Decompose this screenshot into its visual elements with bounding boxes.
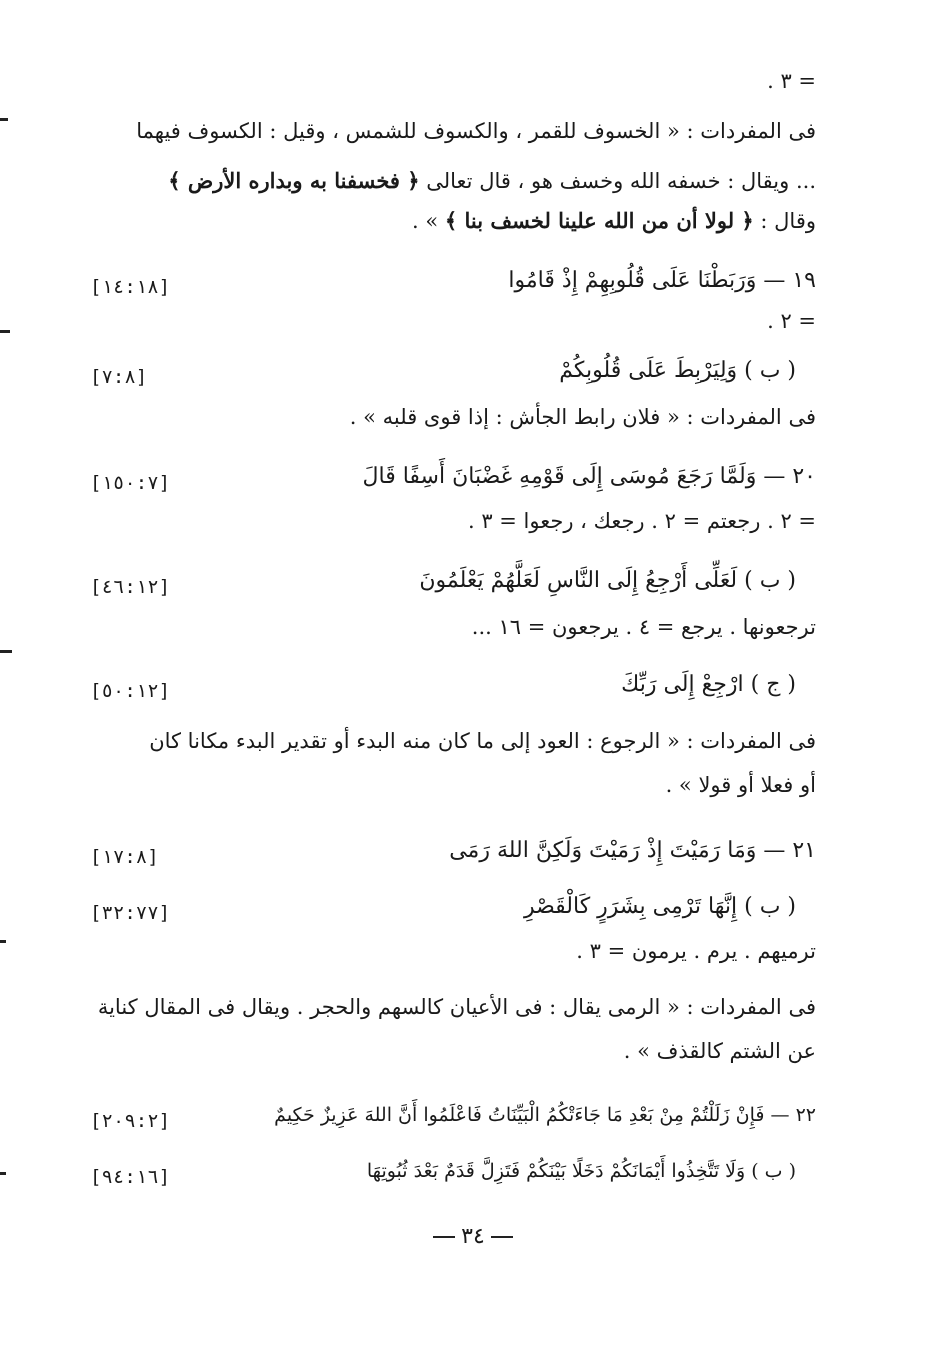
quran-quote: ﴿ لولا أن من الله علينا لخسف بنا ﴾ <box>444 208 754 233</box>
text-line: فى المفردات : « الرجوع : العود إلى ما كان منه البدء أو تقدير البدء مكانا كان <box>149 729 816 753</box>
verse-line: ١٩ — وَرَبَطْنَا عَلَى قُلُوبِهِمْ إِذْ قَامُوا <box>508 268 816 293</box>
verse-reference: [٤٦:١٢] <box>90 576 171 598</box>
text-segment: ... ويقال : خسفه الله وخسف هو ، قال تعالى <box>419 169 816 193</box>
verse-line: ٢٠ — وَلَمَّا رَجَعَ مُوسَى إِلَى قَوْمِهِ غَضْبَانَ أَسِفًا قَالَ <box>362 464 816 489</box>
text-line <box>168 166 816 196</box>
text-line: أو فعلا أو قولا » . <box>665 773 816 797</box>
dash-icon <box>433 1236 455 1238</box>
verse-line: ٢٢ — فَإِنْ زَلَلْتُمْ مِنْ بَعْدِ مَا جَاءَتْكُمُ الْبَيِّنَاتُ فَاعْلَمُوا أَنَّ اللهَ عَزِيزٌ حَكِيمٌ <box>274 1104 816 1126</box>
verse-reference: [٧:٨] <box>90 366 148 388</box>
text-segment: وقال : <box>753 209 816 233</box>
verse-reference: [٣٢:٧٧] <box>90 902 171 924</box>
verse-line: ( ب ) وَلَا تَتَّخِذُوا أَيْمَانَكُمْ دَخَلًا بَيْنَكُمْ فَتَزِلَّ قَدَمٌ بَعْدَ ثُبُوتِهَا <box>366 1160 796 1182</box>
quran-quote: ﴿ فخسفنا به وبداره الأرض ﴾ <box>168 168 420 193</box>
verse-line: ( ج ) ارْجِعْ إِلَى رَبِّكَ <box>621 672 796 697</box>
scan-mark <box>0 940 6 943</box>
text-line: ترميهم . يرم . يرمون = ٣ . <box>576 939 816 963</box>
text-line: فى المفردات : « الخسوف للقمر ، والكسوف للشمس ، وقيل : الكسوف فيهما <box>136 119 816 143</box>
verse-reference: [١٤:١٨] <box>90 276 171 298</box>
verse-reference: [١٧:٨] <box>90 846 159 868</box>
page-number-value: ٣٤ <box>461 1224 485 1249</box>
page-number <box>400 1224 546 1249</box>
scan-mark <box>0 118 8 121</box>
scan-mark <box>0 330 10 333</box>
text-line <box>412 206 816 236</box>
text-segment: » . <box>412 209 445 233</box>
text-line: ترجعونها . يرجع = ٤ . يرجعون = ١٦ ... <box>471 615 816 639</box>
text-line: فى المفردات : « الرمى يقال : فى الأعيان كالسهم والحجر . ويقال فى المقال كناية <box>97 995 816 1019</box>
scan-mark <box>0 650 12 653</box>
verse-reference: [٥٠:١٢] <box>90 680 171 702</box>
verse-reference: [٢٠٩:٢] <box>90 1110 171 1132</box>
scan-mark <box>0 1172 6 1175</box>
verse-line: ٢١ — وَمَا رَمَيْتَ إِذْ رَمَيْتَ وَلَكِنَّ اللهَ رَمَى <box>449 838 816 863</box>
verse-reference: [١٥٠:٧] <box>90 472 171 494</box>
text-line: عن الشتم كالقذف » . <box>623 1039 816 1063</box>
verse-reference: [٩٤:١٦] <box>90 1166 171 1188</box>
verse-line: ( ب ) إِنَّهَا تَرْمِى بِشَرَرٍ كَالْقَصْرِ <box>523 894 796 919</box>
dash-icon <box>491 1236 513 1238</box>
text-line: . ٣ = <box>767 69 816 93</box>
text-line: = ٢ . رجعتم = ٢ . رجعك ، رجعوا = ٣ . <box>467 509 816 533</box>
text-line: فى المفردات : « فلان رابط الجأش : إذا قوى قلبه » . <box>349 405 816 429</box>
text-line: . ٢ = <box>767 309 816 333</box>
verse-line: ( ب ) لَعَلِّى أَرْجِعُ إِلَى النَّاسِ لَعَلَّهُمْ يَعْلَمُونَ <box>419 568 796 593</box>
verse-line: ( ب ) وَلِيَرْبِطَ عَلَى قُلُوبِكُمْ <box>559 358 796 383</box>
